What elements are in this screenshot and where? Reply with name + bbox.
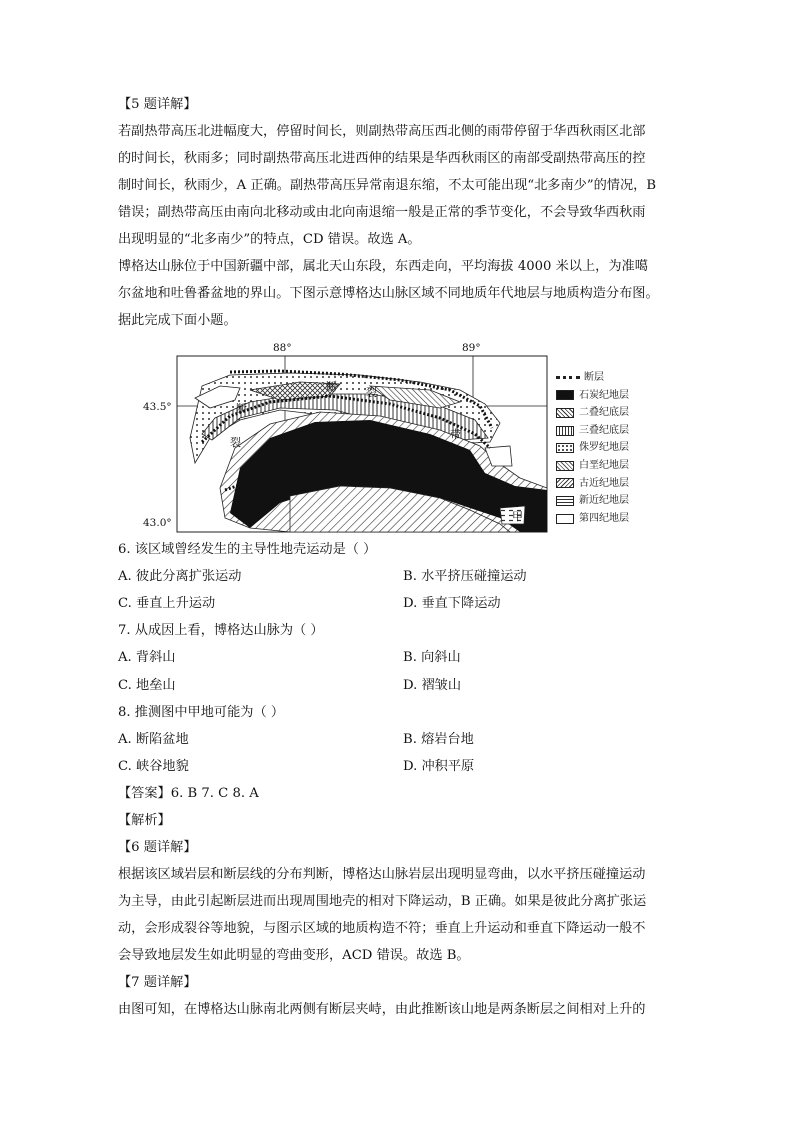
fault-label: 断	[236, 402, 247, 415]
cretaceous-swatch	[556, 461, 574, 471]
answer-values: 6. B 7. C 8. A	[170, 786, 259, 801]
permian-swatch	[556, 408, 574, 418]
map-legend	[556, 369, 629, 527]
question-7-stem: 7. 从成因上看，博格达山脉为（ ）	[118, 623, 324, 638]
q8-option-b: B. 熔岩台地	[403, 732, 474, 747]
quaternary-swatch	[556, 514, 574, 524]
legend-item: 白垩纪地层	[556, 457, 629, 475]
section-heading: 【7 题详解】	[118, 975, 197, 990]
lat-label: 43.0°	[143, 517, 172, 529]
q8-option-c: C. 峡谷地貌	[118, 759, 189, 774]
text-line: 尔盆地和吐鲁番盆地的界山。下图示意博格达山脉区域不同地质年代地层与地质构造分布图。	[118, 286, 659, 301]
point-jia-label: 甲	[512, 510, 523, 523]
lon-label: 88°	[273, 342, 292, 354]
text-line: 制时间长，秋雨少，A 正确。副热带高压异常南退东缩，不太可能出现“北多南少”的情况，B	[118, 178, 657, 193]
q6-option-c: C. 垂直上升运动	[118, 596, 216, 611]
question-8-stem: 8. 推测图中甲地可能为（ ）	[118, 705, 285, 720]
fault-label: 断	[326, 380, 337, 393]
q7-option-b: B. 向斜山	[403, 650, 461, 665]
carboniferous-swatch	[556, 390, 574, 400]
text-line: 错误；副热带高压由南向北移动或由北向南退缩一般是正常的季节变化，不会导致华西秋雨	[118, 205, 646, 220]
legend-item: 新近纪地层	[556, 492, 629, 510]
text-line: 为主导，由此引起断层进而出现周围地壳的相对下降运动，B 正确。如果是彼此分离扩张运	[118, 894, 647, 909]
legend-item: 二叠纪底层	[556, 404, 629, 422]
legend-item: 三叠纪底层	[556, 422, 629, 440]
text-line: 会导致地层发生如此明显的弯曲变形，ACD 错误。故选 B。	[118, 948, 470, 963]
fault-label: 裂	[366, 386, 377, 399]
legend-item: 侏罗纪地层	[556, 439, 629, 457]
q7-option-a: A. 背斜山	[118, 650, 176, 665]
legend-item: 石炭纪地层	[556, 387, 629, 405]
answer-and-analysis	[118, 780, 680, 1023]
triassic-swatch	[556, 426, 574, 436]
answer-label: 【答案】	[118, 786, 171, 801]
q6-option-b: B. 水平挤压碰撞运动	[403, 569, 527, 584]
section-heading: 【6 题详解】	[118, 840, 197, 855]
question-6-stem: 6. 该区域曾经发生的主导性地壳运动是（ ）	[118, 542, 377, 557]
fault-label: 裂	[230, 436, 241, 449]
section-5-explanation	[118, 91, 680, 334]
fault-label: 带	[450, 428, 461, 441]
jurassic-swatch	[556, 443, 574, 453]
neogene-swatch	[556, 496, 574, 506]
analysis-label: 【解析】	[118, 813, 171, 828]
legend-item: 第四纪地层	[556, 510, 629, 528]
answer-line	[118, 780, 680, 807]
text-line: 由图可知，在博格达山脉南北两侧有断层夹峙，由此推断该山地是两条断层之间相对上升的	[118, 1002, 646, 1017]
text-line: 博格达山脉位于中国新疆中部，属北天山东段，东西走向，平均海拔 4000 米以上，为准噶	[118, 259, 648, 274]
legend-item: 古近纪地层	[556, 475, 629, 493]
text-line: 若副热带高压北进幅度大，停留时间长，则副热带高压西北侧的雨带停留于华西秋雨区北部	[118, 124, 646, 139]
fault-swatch	[556, 376, 580, 379]
q6-option-d: D. 垂直下降运动	[403, 596, 501, 611]
q8-option-a: A. 断陷盆地	[118, 732, 189, 747]
text-line: 出现明显的“北多南少”的特点，CD 错误。故选 A。	[118, 232, 421, 247]
q8-option-d: D. 冲积平原	[403, 759, 475, 774]
text-line: 的时间长，秋雨多；同时副热带高压北进西伸的结果是华西秋雨区的南部受副热带高压的控	[118, 151, 646, 166]
lat-label: 43.5°	[143, 401, 172, 413]
lon-label: 89°	[462, 342, 481, 354]
paleogene-swatch	[556, 478, 574, 488]
legend-item: 断层	[556, 369, 629, 387]
section-heading: 【5 题详解】	[118, 97, 197, 112]
q7-option-d: D. 褶皱山	[403, 678, 462, 693]
q7-option-c: C. 地垒山	[118, 678, 176, 693]
text-line: 动，会形成裂谷等地貌，与图示区域的地质构造不符；垂直上升运动和垂直下降运动一般不	[118, 921, 646, 936]
text-line: 根据该区域岩层和断层线的分布判断，博格达山脉岩层出现明显弯曲，以水平挤压碰撞运动	[118, 867, 646, 882]
q6-option-a: A. 彼此分离扩张运动	[118, 569, 242, 584]
text-line: 据此完成下面小题。	[118, 313, 237, 328]
